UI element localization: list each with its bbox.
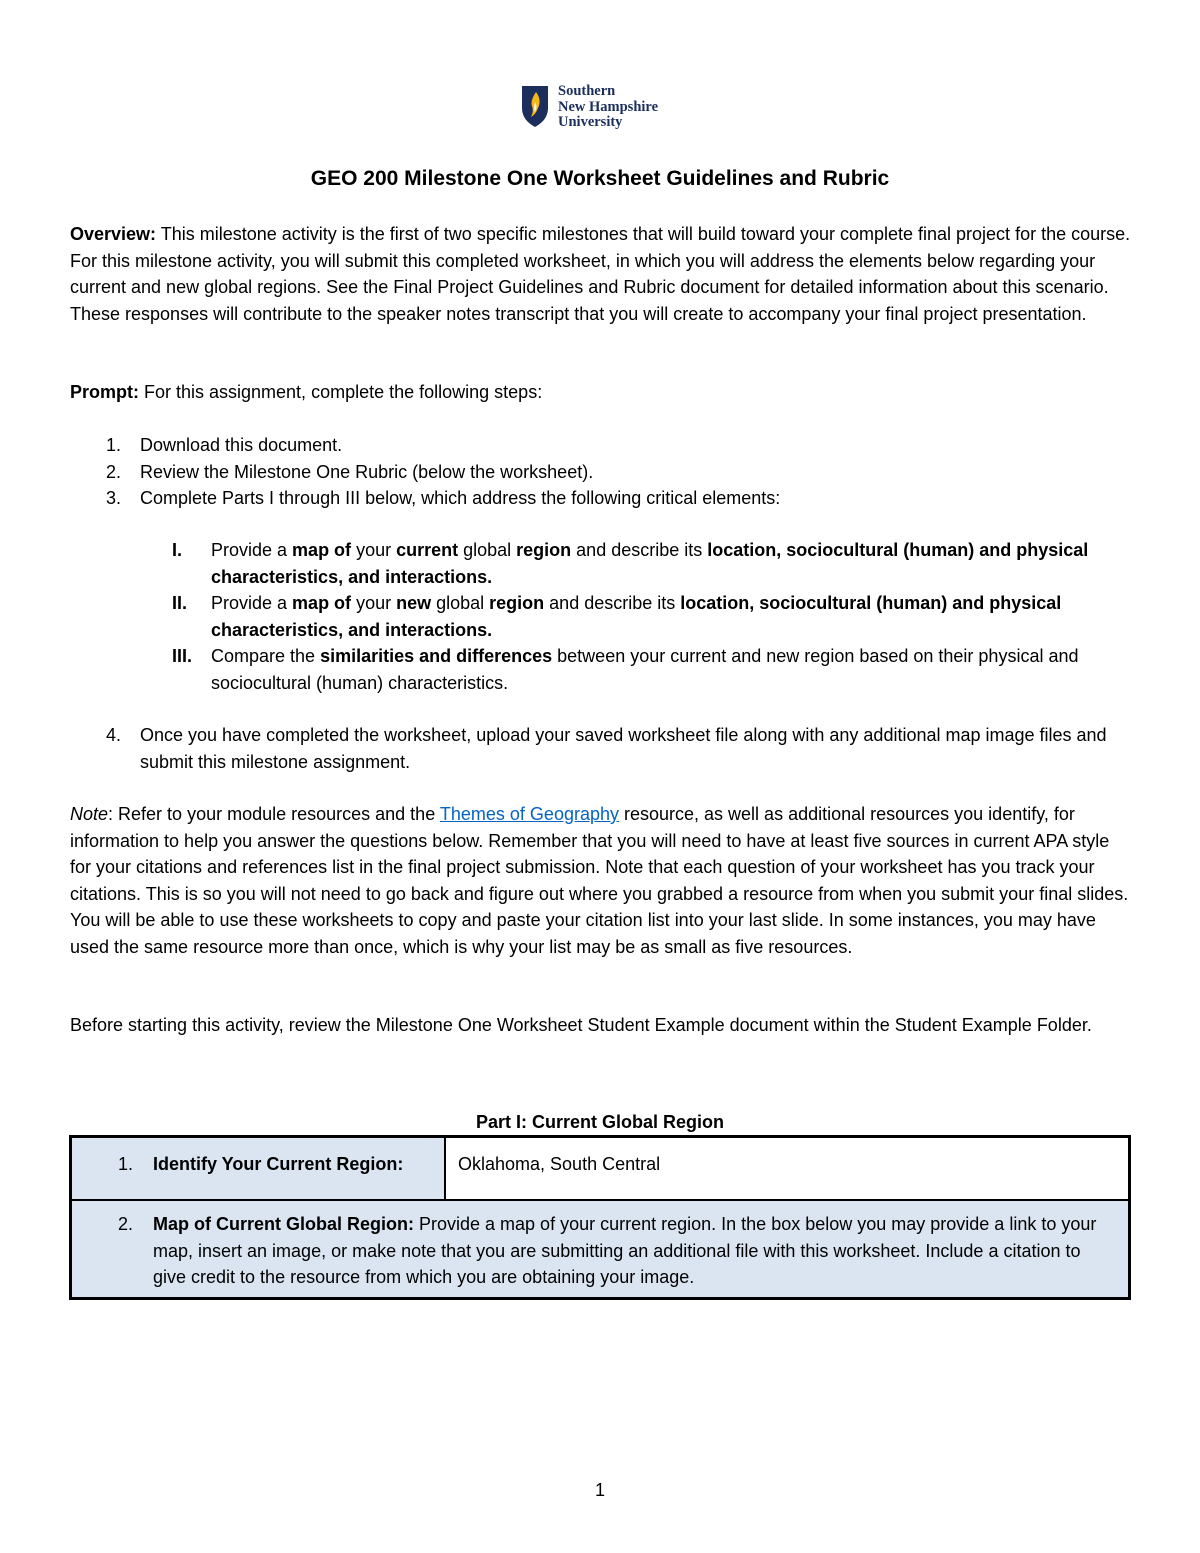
university-logo [520,84,658,131]
page-title: GEO 200 Milestone One Worksheet Guidelines and Rubric [310,167,890,190]
overview-text: This milestone activity is the first of two specific milestones that will build toward your complete final project for the course. For this milestone activity, you will submit this completed worksheet, in which you will address the elements below regarding your current and new global regions. See the Final Project Guidelines and Rubric document for detailed information about this scenario. These responses will contribute to the speaker notes transcript that you will create to accompany your final project presentation. [70,224,1131,324]
overview-paragraph [70,221,1132,327]
list-item: 2. Review the Milestone One Rubric (below the worksheet). [106,461,594,482]
worksheet-table [69,1135,1131,1300]
logo-line-2: New Hampshire [558,98,659,115]
table-row [71,1137,1130,1201]
prompt-label: Prompt: [70,382,139,402]
themes-of-geography-link[interactable]: Themes of Geography [439,804,619,824]
region-label-cell: 1. Identify Your Current Region: [71,1137,446,1201]
note-label: Note [70,804,109,824]
list-item: II. Provide a map of your new global region and describe its location, sociocultural (human) and physical characteristics, and interactions. [172,593,1062,640]
page-number: 1 [594,1480,605,1500]
prompt-paragraph [70,379,1132,406]
part-one-title: Part I: Current Global Region [475,1112,725,1132]
list-item: I. Provide a map of your current global region and describe its location, sociocultural (human) and physical characteristics, and interactions. [172,540,1089,587]
overview-label: Overview: [70,224,157,244]
list-item: 1. Download this document. [106,435,343,455]
map-question-cell: 2. Map of Current Global Region: Provide a map of your current region. In the box below you may provide a link to your map, insert an image, or make note that you are submitting an additional file with this worksheet. Include a citation to give credit to the resource from which you are obtaining your image. [71,1200,1130,1299]
list-item: 4. Once you have completed the worksheet, upload your saved worksheet file along with any additional map image files and submit this milestone assignment. [106,725,1107,772]
logo-line-1: Southern [558,83,616,99]
list-item: 3. Complete Parts I through III below, which address the following critical elements: [106,488,781,508]
logo-text [558,84,658,131]
shield-flame-icon [520,84,550,128]
logo-line-3: University [558,114,623,130]
note-paragraph: Note: Refer to your module resources and the Themes of Geography resource, as well as additional resources you identify, for information to help you answer the questions below. Remember that you will need to have at least five sources in current APA style for your citations and references list in the final project submission. Note that each question of your worksheet has you track your citations. This is so you will not need to go back and figure out where you grabbed a resource from when you submit your final slides. You will be able to use these worksheets to copy and paste your citation list into your last slide. In some instances, you may have used the same resource more than once, which is why your list may be as small as five resources. [70,804,1129,957]
list-item: III. Compare the similarities and differences between your current and new region based on their physical and sociocultural (human) characteristics. [172,646,1079,693]
steps-list [70,432,1132,512]
prompt-text: For this assignment, complete the following steps: [139,382,543,402]
before-paragraph: Before starting this activity, review the Milestone One Worksheet Student Example document within the Student Example Folder. [70,1015,1092,1035]
steps-list-continued [70,722,1132,775]
critical-elements-list [140,537,1130,696]
table-row [71,1200,1130,1299]
current-region-field[interactable]: Oklahoma, South Central [445,1137,1130,1201]
